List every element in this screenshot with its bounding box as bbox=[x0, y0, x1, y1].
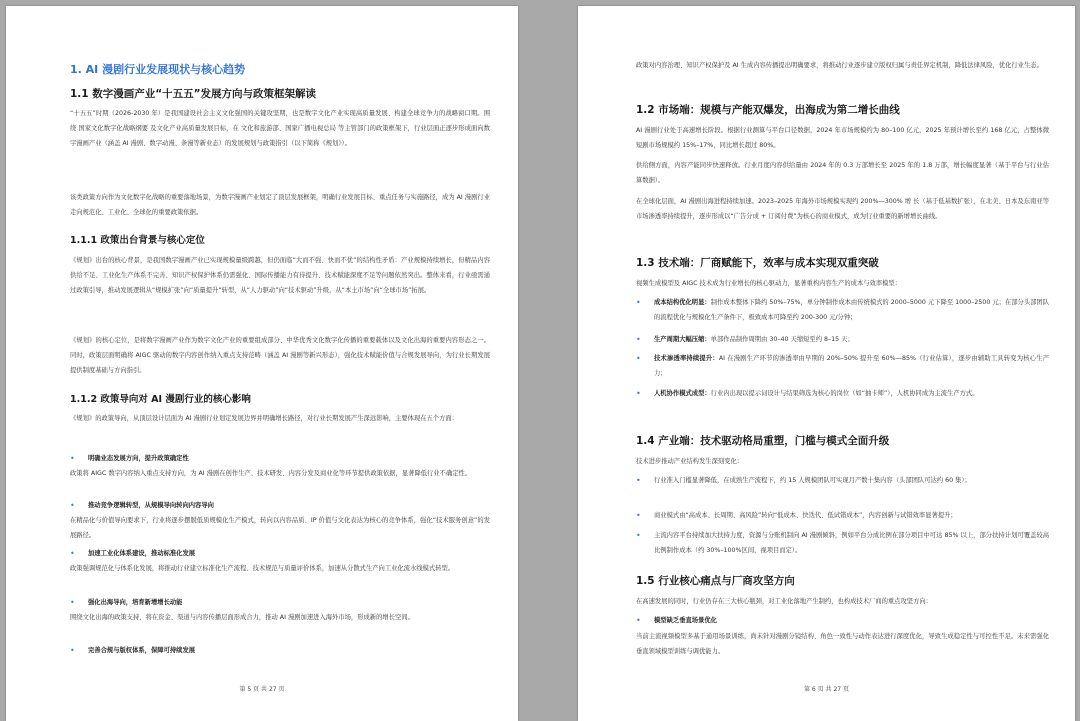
chapter-heading: 1. AI 漫剧行业发展现状与核心趋势 bbox=[70, 63, 246, 76]
bullet-dot-icon: • bbox=[636, 335, 641, 344]
paragraph: 在高速发展的同时，行业仍存在三大核心瓶颈，对工业化落地产生制约，也构成技术厂商的重点攻坚方向： bbox=[636, 598, 932, 605]
section-heading-1-2: 1.2 市场端：规模与产能双爆发，出海成为第二增长曲线 bbox=[636, 104, 900, 116]
subsection-heading-1-1-1: 1.1.1 政策出台背景与核心定位 bbox=[70, 235, 205, 246]
paragraph: 在全球化层面，AI 漫剧出海进程持续加速。2023–2025 年海外市场规模实现约 200%—300% 增 长（基于低基数扩张），在北美、日本及东南亚等市场渗透率持续提升，逐步形成以“广告分成 + 订阅付费”为核心的商业模式，成为行业重要的新增增长曲线。 bbox=[636, 198, 1049, 220]
section-heading-1-3: 1.3 技术端：厂商赋能下，效率与成本实现双重突破 bbox=[636, 257, 879, 269]
list-item bbox=[636, 508, 1049, 523]
bullet-dot-icon: • bbox=[636, 616, 641, 625]
list-item-title: 人机协作模式成型： bbox=[654, 390, 711, 397]
paragraph: 《规划》的政策导向，从顶层设计层面为 AI 漫剧行业划定发展边界并明确增长路径，对行业长期发展产生深远影响，主要体现在五个方面： bbox=[70, 415, 458, 422]
list-item-body: 商业模式由“高成本、长周期、高风险”转向“低成本、快迭代、低试错成本”，内容创新与试错效率显著提升； bbox=[654, 512, 957, 519]
paragraph: AI 漫剧行业处于高速增长阶段。根据行业测算与平台口径数据，2024 年市场规模约为 80–100 亿元，2025 年预计增长至约 168 亿元，占整体微短剧市场规模约 15%–17%，同比增长超过 80%。 bbox=[636, 127, 1049, 149]
document-page-6 bbox=[578, 6, 1075, 721]
list-item-title: 模型缺乏垂直场景优化 bbox=[654, 617, 717, 624]
paragraph: 该类政策方向作为文化数字化战略的重要落地场景，为数字漫画产业划定了顶层发展框架，明确行业发展目标、重点任务与实施路径，成为 AI 漫剧行业走向规范化、工业化、全球化的重要政策依据。 bbox=[70, 194, 490, 216]
section-heading-1-4: 1.4 产业端：技术驱动格局重塑，门槛与模式全面升级 bbox=[636, 435, 890, 447]
document-page-5 bbox=[6, 6, 518, 721]
list-item-body: 围绕文化出海的政策支持，将在资金、渠道与内容传播层面形成合力，推动 AI 漫剧加速进入海外市场，形成新的增长空间。 bbox=[70, 614, 414, 621]
list-item-title: 推动竞争逻辑转型，从规模导向转向内容导向 bbox=[88, 502, 214, 509]
list-item-body: 单部作品制作周期由 30–40 天缩短至约 8–15 天； bbox=[710, 336, 854, 343]
section-heading-1-1: 1.1 数字漫画产业“十五五”发展方向与政策框架解读 bbox=[70, 88, 317, 100]
bullet-dot-icon: • bbox=[636, 511, 641, 520]
list-item-body: AI 在漫剧生产环节的渗透率由早期的 20%–50% 提升至 60%—85%（行业估算），逐步由辅助工具转变为核心生产力； bbox=[654, 355, 1050, 377]
bullet-dot-icon: • bbox=[636, 476, 641, 485]
section-heading-1-5: 1.5 行业核心痛点与厂商攻坚方向 bbox=[636, 575, 795, 587]
bullet-dot-icon: • bbox=[636, 298, 641, 307]
bullet-dot-icon: • bbox=[70, 598, 75, 607]
list-item-body: 政策强调规范化与体系化发展，将推动行业建立标准化生产流程、技术规范与质量评价体系，加速从分散式生产向工业化流水线模式转型。 bbox=[70, 565, 455, 572]
list-item-title: 成本结构优化明显： bbox=[654, 299, 711, 306]
list-item-body: 主流内容平台持续加大扶持力度，资源与分账机制向 AI 漫剧倾斜，例如平台分成比例在部分项目中可达 85% 以上，部分扶持计划可覆盖较高比例制作成本（约 30%–100%区间，视项目而定）。 bbox=[654, 532, 1049, 554]
list-item-body: 行业内出现以提示词设计与结果筛选为核心的岗位（如“抽卡师”），人机协同成为主流生产方式。 bbox=[710, 390, 979, 397]
paragraph: 当前主流视频模型多基于通用场景训练，尚未针对漫剧分镜结构、角色一致性与动作表达进行深度优化，导致生成稳定性与可控性不足。未来需强化垂直领域模型训练与调优能力。 bbox=[636, 633, 1049, 655]
bullet-dot-icon: • bbox=[636, 389, 641, 398]
paragraph: 《规划》的核心定位，是将数字漫画产业作为数字文化产业的重要组成部分、中华优秀文化数字化传播的重要载体以及文化出海的重要内容形态之一。同时，政策层面明确将 AIGC 驱动的数字内容创作纳入重点支持范畴（涵盖 AI 漫剧等新兴形态），强化技术赋能价值与合规发展导向，为行业长期发展提供制度基础与方向指引。 bbox=[70, 337, 490, 374]
paragraph: 《规划》出台的核心背景，是我国数字漫画产业已实现规模量级跨越，但仍面临“大而不强、快而不优”的结构性矛盾：产业规模持续增长，但精品内容供给不足、工业化生产体系不完善、知识产权保护体系仍需强化、国际传播能力有待提升、技术赋能深度不足等问题依然突出。整体来看，行业亟需通过政策引导，推动发展逻辑从“规模扩张”向“质量提升”转型，从“人力驱动”向“技术驱动”升级，从“本土市场”向“全球市场”拓展。 bbox=[70, 257, 490, 294]
list-item-title: 强化出海导向，培育新增增长动能 bbox=[88, 599, 183, 606]
bullet-dot-icon: • bbox=[70, 454, 75, 463]
bullet-dot-icon: • bbox=[636, 354, 641, 363]
list-item-body: 在精品化与价值导向要求下，行业将逐步摆脱低质规模化生产模式，转向以内容品质、IP 价值与文化表达为核心的竞争体系，强化“技术服务创意”的发展路径。 bbox=[70, 517, 490, 539]
list-item-body: 制作成本整体下降约 50%–75%，单分钟制作成本由传统模式的 2000–5000 元下降至 1000–2500 元；在部分头部团队的流程优化与规模化生产条件下，极致成本可降至约 200-300 元/分钟； bbox=[654, 299, 1050, 321]
list-item bbox=[636, 386, 1049, 401]
paragraph: “十五五”时期（2026-2030 年）是我国建设社会主义文化强国的关键攻坚期，也是数字文化产业实现高质量发展、构建全球竞争力的战略窗口期。围绕 国家文化数字化战略纲要 及文化产业高质量发展目标，在 文化和旅游部、国家广播电视总局 等主管部门的政策框架下，行业层面正逐步形成面向数字漫画产业（涵盖 AI 漫剧、数字动漫、条漫等新业态）的发展规划与政策指引（以下简称《规划》）。 bbox=[70, 110, 490, 147]
page-number: 第 5 页 共 27 页 bbox=[239, 686, 285, 693]
list-item-title: 加速工业化体系建设，推动标准化发展 bbox=[88, 550, 196, 557]
paragraph: 供给側方面，内容产能同步快速释放。行业月度内容供给量由 2024 年的 0.3 万部增长至 2025 年的 1.8 万部，增长幅度显著（基于平台与行业估算数据）。 bbox=[636, 162, 1049, 184]
list-item-title: 生产周期大幅压缩： bbox=[654, 336, 711, 343]
bullet-dot-icon: • bbox=[70, 646, 75, 655]
list-item-title: 完善合规与版权体系，保障可持续发展 bbox=[88, 647, 196, 654]
list-item-body: 政策将 AIGC 数字内容纳入重点支持方向，为 AI 漫剧在创作生产、技术研发、内容分发及商业化等环节提供政策依据，显著降低行业不确定性。 bbox=[70, 470, 472, 477]
list-item bbox=[636, 332, 1049, 347]
bullet-dot-icon: • bbox=[70, 501, 75, 510]
paragraph: 视频生成模型及 AIGC 技术成为行业增长的核心驱动力，显著重构内容生产的成本与效率模型： bbox=[636, 280, 902, 287]
list-item bbox=[636, 351, 1049, 381]
list-item-body: 行业准入门槛显著降低，在成熟生产流程下，约 15 人规模团队可实现月产数十集内容（头部团队可达约 60 集）； bbox=[654, 477, 971, 484]
list-item bbox=[636, 528, 1049, 558]
list-item-title: 技术渗透率持续提升： bbox=[654, 355, 719, 362]
page-number: 第 6 页 共 27 页 bbox=[804, 686, 849, 693]
subsection-heading-1-1-2: 1.1.2 政策导向对 AI 漫剧行业的核心影响 bbox=[70, 394, 251, 405]
paragraph: 政策对内容治理、知识产权保护及 AI 生成内容传播提出明确要求，将推动行业逐步建立版权归属与责任界定机制，降低法律风险，优化行业生态。 bbox=[636, 62, 1043, 69]
bullet-dot-icon: • bbox=[70, 549, 75, 558]
list-item bbox=[636, 295, 1049, 325]
paragraph: 技术进步推动产业结构发生深刻变化： bbox=[636, 458, 744, 465]
bullet-dot-icon: • bbox=[636, 531, 641, 540]
list-item bbox=[636, 473, 1049, 488]
list-item-title: 明确业态发展方向，提升政策确定性 bbox=[88, 455, 189, 462]
